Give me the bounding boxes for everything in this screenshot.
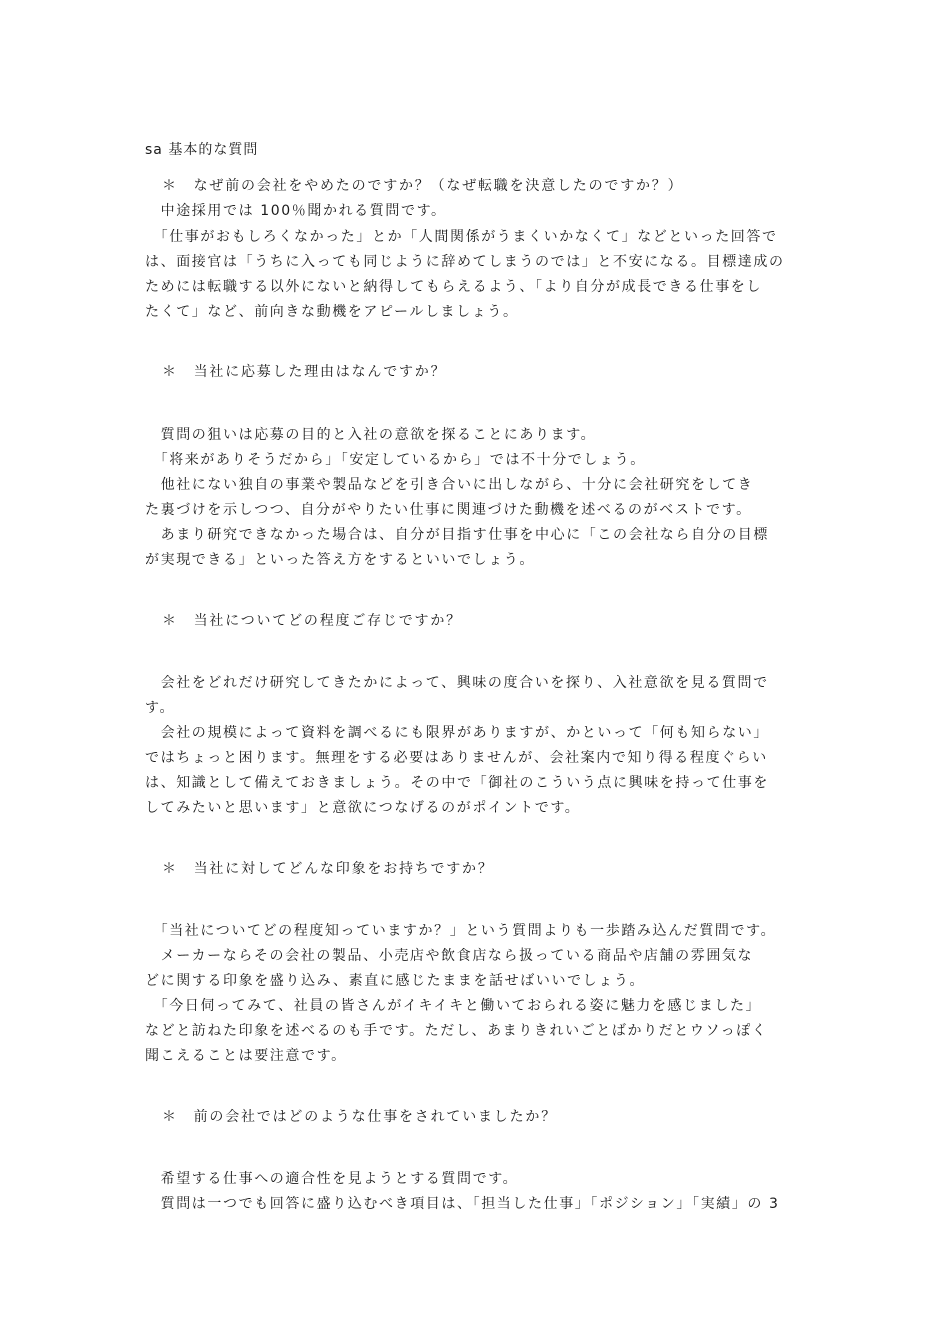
- body-line: どに関する印象を盛り込み、素直に感じたままを話せばいいでしょう。: [145, 973, 646, 989]
- body-line: 他社にない独自の事業や製品などを引き合いに出しながら、十分に会社研究をしてき: [145, 477, 754, 493]
- body-line: 質問は一つでも回答に盛り込むべき項目は、「担当した仕事」「ポジション」「実績」の 3: [145, 1196, 780, 1212]
- body-line: 「今日伺ってみて、社員の皆さんがイキイキと働いておられる姿に魅力を感じました」: [145, 998, 762, 1014]
- body-line: メーカーならその会社の製品、小売店や飲食店なら扱っている商品や店舗の雰囲気な: [145, 948, 754, 964]
- body-line: 「将来がありそうだから」「安定しているから」では不十分でしょう。: [145, 452, 646, 468]
- question-heading: ＊ なぜ前の会社をやめたのですか？（なぜ転職を決意したのですか？）: [162, 178, 684, 194]
- question-heading: ＊ 当社についてどの程度ご存じですか？: [162, 613, 462, 629]
- body-line: たくて」など、前向きな動機をアピールしましょう。: [145, 304, 519, 320]
- body-line: 「仕事がおもしろくなかった」とか「人間関係がうまくいかなくて」などといった回答で: [145, 229, 778, 245]
- body-line: が実現できる」といった答え方をするといいでしょう。: [145, 552, 535, 568]
- question-heading: ＊ 当社に対してどんな印象をお持ちですか？: [162, 861, 494, 877]
- body-line: ためには転職する以外にないと納得してもらえるよう、「より自分が成長できる仕事をし: [145, 279, 762, 295]
- body-line: 中途採用では 100％聞かれる質問です。: [145, 203, 447, 219]
- body-line: 希望する仕事への適合性を見ようとする質問です。: [145, 1171, 519, 1187]
- body-line: 質問の狙いは応募の目的と入社の意欲を探ることにあります。: [145, 427, 597, 443]
- page-title: sa 基本的な質問: [145, 142, 259, 158]
- question-heading: ＊ 当社に応募した理由はなんですか？: [162, 364, 447, 380]
- body-line: 会社をどれだけ研究してきたかによって、興味の度合いを探り、入社意欲を見る質問で: [145, 675, 769, 691]
- body-line: あまり研究できなかった場合は、自分が目指す仕事を中心に「この会社なら自分の目標: [145, 527, 769, 543]
- body-line: は、面接官は「うちに入っても同じように辞めてしまうのでは」と不安になる。目標達成の: [145, 254, 785, 270]
- body-line: してみたいと思います」と意欲につなげるのがポイントです。: [145, 800, 581, 816]
- body-line: ではちょっと困ります。無理をする必要はありませんが、会社案内で知り得る程度ぐらい: [145, 750, 768, 766]
- body-line: す。: [145, 700, 176, 716]
- body-line: は、知識として備えておきましょう。その中で「御社のこういう点に興味を持って仕事を: [145, 775, 769, 791]
- body-line: た裏づけを示しつつ、自分がやりたい仕事に関連づけた動機を述べるのがベストです。: [145, 502, 752, 518]
- question-heading: ＊ 前の会社ではどのような仕事をされていましたか？: [162, 1109, 557, 1125]
- body-line: 会社の規模によって資料を調べるにも限界がありますが、かといって「何も知らない」: [145, 725, 769, 741]
- body-line: などと訪ねた印象を述べるのも手です。ただし、あまりきれいごとばかりだとウソっぽく: [145, 1023, 768, 1039]
- body-line: 聞こえることは要注意です。: [145, 1048, 347, 1064]
- body-line: 「当社についてどの程度知っていますか？」という質問よりも一歩踏み込んだ質問です。: [145, 923, 777, 939]
